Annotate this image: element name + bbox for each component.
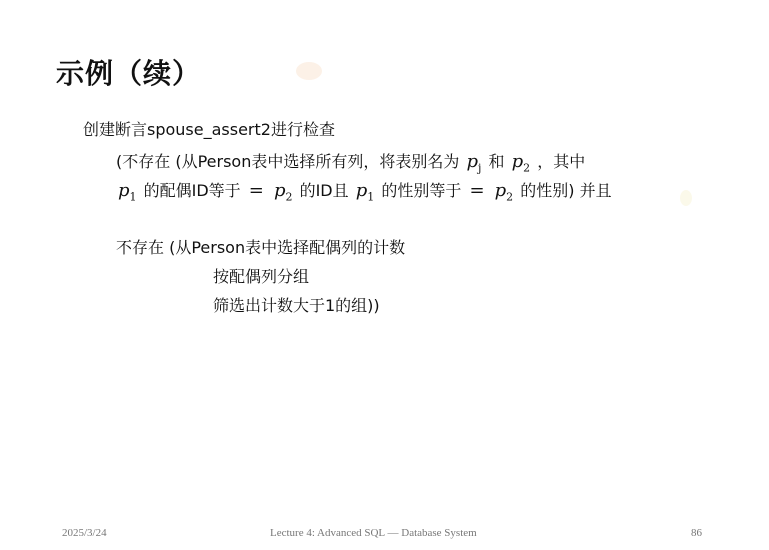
text-segment: (不存在 (从Person表中选择所有列，将表别名为 — [116, 152, 460, 171]
text-segment: 的ID且 — [299, 181, 349, 200]
footer-lecture-title: Lecture 4: Advanced SQL — Database System — [270, 527, 477, 539]
text-line-2 — [116, 178, 612, 204]
text-segment: ，其中 — [537, 152, 586, 171]
text-segment: 的配偶ID等于 — [143, 181, 241, 200]
text-line-1 — [116, 149, 585, 175]
math-p-j: $p_j$ — [466, 151, 482, 175]
math-p-1: $p_1$ — [118, 180, 137, 204]
math-equals: = — [248, 180, 264, 201]
text-segment: 的性别) 并且 — [520, 181, 612, 200]
text-segment: 和 — [488, 152, 505, 171]
decorative-blob — [296, 62, 322, 80]
math-p-1: $p_1$ — [355, 180, 375, 204]
footer-date: 2025/3/24 — [62, 527, 107, 539]
text-line-3: 不存在 (从Person表中选择配偶列的计数 — [116, 238, 406, 257]
math-p-2: $p_2$ — [494, 180, 514, 204]
math-p-2: $p_2$ — [273, 180, 293, 204]
text-segment: 的性别等于 — [381, 181, 462, 200]
decorative-blob — [680, 190, 692, 206]
slide-title: 示例（续） — [56, 57, 202, 90]
text-line-5: 筛选出计数大于1的组)) — [213, 296, 380, 315]
math-equals: = — [469, 180, 485, 201]
text-line-4: 按配偶列分组 — [213, 267, 310, 286]
footer-page-number: 86 — [691, 527, 702, 539]
bullet-create-assertion: 创建断言spouse_assert2进行检查 — [83, 120, 335, 139]
math-p-2: $p_2$ — [511, 151, 531, 175]
